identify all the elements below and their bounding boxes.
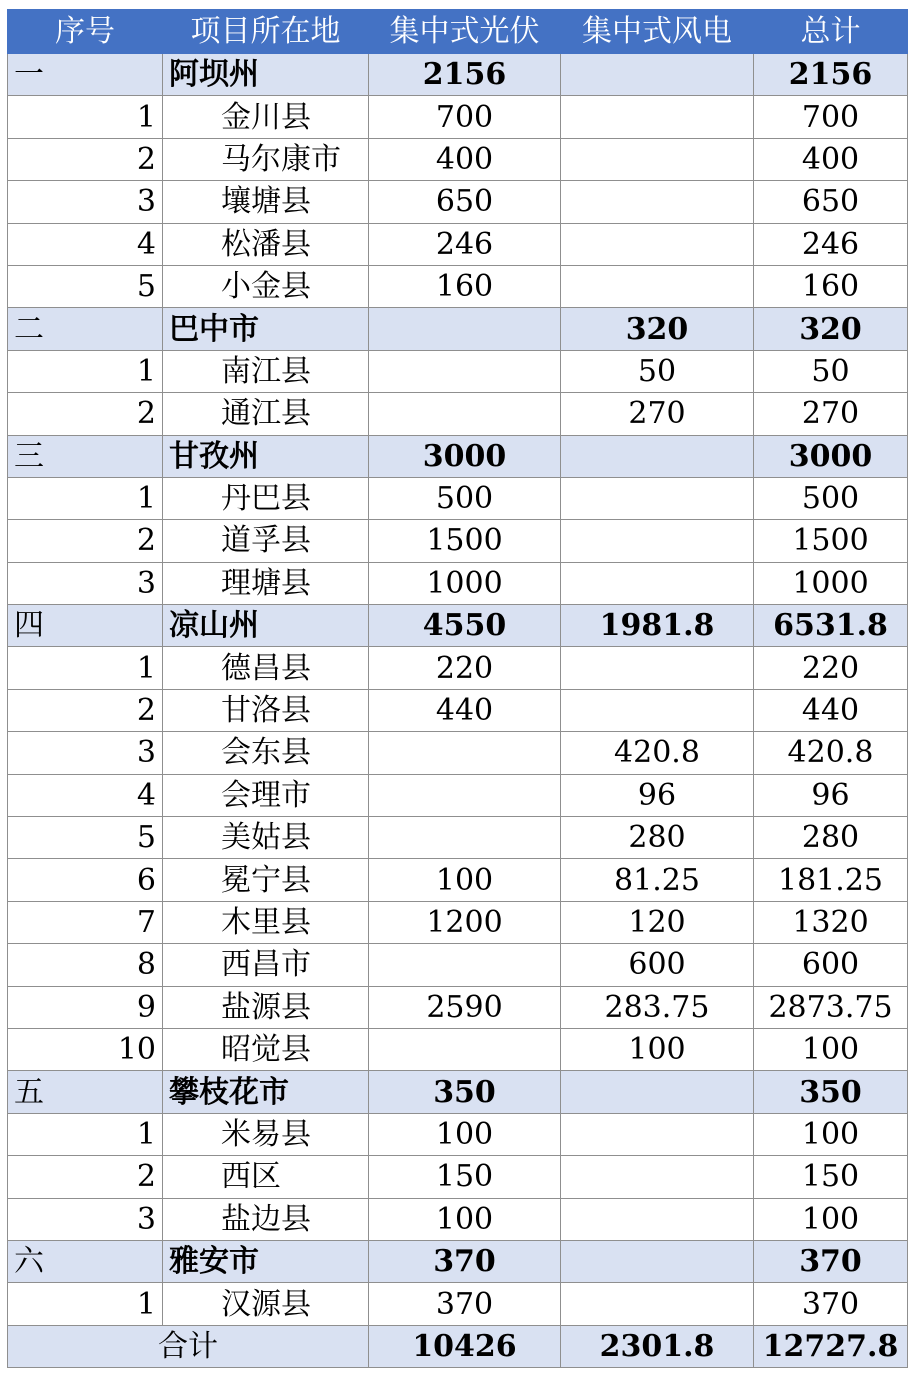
row-location: 巴中市 xyxy=(163,308,369,350)
grand-total-label: 合计 xyxy=(8,1325,369,1367)
row-wind-value: 120 xyxy=(561,901,754,943)
row-pv-value: 246 xyxy=(369,223,561,265)
row-location: 甘孜州 xyxy=(163,435,369,477)
row-seq: 1 xyxy=(8,647,163,689)
row-location: 盐源县 xyxy=(163,986,369,1028)
row-total-value: 420.8 xyxy=(754,732,908,774)
row-wind-value: 81.25 xyxy=(561,859,754,901)
row-wind-value xyxy=(561,1198,754,1240)
row-pv-value xyxy=(369,944,561,986)
row-pv-value: 2590 xyxy=(369,986,561,1028)
row-location: 德昌县 xyxy=(163,647,369,689)
row-wind-value xyxy=(561,1071,754,1113)
row-location: 冕宁县 xyxy=(163,859,369,901)
region-row xyxy=(8,308,908,350)
row-total-value: 6531.8 xyxy=(754,605,908,647)
row-total-value: 220 xyxy=(754,647,908,689)
row-seq: 6 xyxy=(8,859,163,901)
capacity-table xyxy=(7,9,908,1368)
row-total-value: 2156 xyxy=(754,54,908,96)
row-location: 通江县 xyxy=(163,393,369,435)
row-location: 金川县 xyxy=(163,96,369,138)
row-total-value: 320 xyxy=(754,308,908,350)
row-wind-value xyxy=(561,520,754,562)
row-total-value: 370 xyxy=(754,1283,908,1325)
row-wind-value xyxy=(561,562,754,604)
row-pv-value xyxy=(369,393,561,435)
row-wind-value xyxy=(561,1283,754,1325)
row-total-value: 650 xyxy=(754,181,908,223)
row-pv-value: 370 xyxy=(369,1240,561,1282)
county-row xyxy=(8,732,908,774)
header-row xyxy=(8,10,908,54)
row-wind-value xyxy=(561,96,754,138)
region-row xyxy=(8,435,908,477)
row-seq: 2 xyxy=(8,1156,163,1198)
row-pv-value: 1500 xyxy=(369,520,561,562)
county-row xyxy=(8,1198,908,1240)
county-row xyxy=(8,562,908,604)
row-wind-value xyxy=(561,138,754,180)
county-row xyxy=(8,181,908,223)
county-row xyxy=(8,265,908,307)
row-total-value: 350 xyxy=(754,1071,908,1113)
row-location: 丹巴县 xyxy=(163,477,369,519)
row-total-value: 160 xyxy=(754,265,908,307)
row-wind-value: 50 xyxy=(561,350,754,392)
row-total-value: 1500 xyxy=(754,520,908,562)
row-seq: 2 xyxy=(8,393,163,435)
row-pv-value: 1000 xyxy=(369,562,561,604)
row-pv-value xyxy=(369,350,561,392)
grand-total-wind: 2301.8 xyxy=(561,1325,754,1367)
row-location: 盐边县 xyxy=(163,1198,369,1240)
region-row xyxy=(8,605,908,647)
row-pv-value xyxy=(369,1028,561,1070)
row-wind-value: 420.8 xyxy=(561,732,754,774)
row-pv-value: 2156 xyxy=(369,54,561,96)
row-location: 松潘县 xyxy=(163,223,369,265)
row-total-value: 50 xyxy=(754,350,908,392)
row-pv-value: 400 xyxy=(369,138,561,180)
grand-total-sum: 12727.8 xyxy=(754,1325,908,1367)
row-pv-value: 500 xyxy=(369,477,561,519)
row-total-value: 246 xyxy=(754,223,908,265)
capacity-table-container xyxy=(7,9,908,1368)
row-seq: 1 xyxy=(8,1283,163,1325)
row-seq: 六 xyxy=(8,1240,163,1282)
row-wind-value: 100 xyxy=(561,1028,754,1070)
row-location: 雅安市 xyxy=(163,1240,369,1282)
row-total-value: 100 xyxy=(754,1028,908,1070)
row-seq: 3 xyxy=(8,1198,163,1240)
county-row xyxy=(8,223,908,265)
header-total: 总计 xyxy=(754,10,908,54)
row-total-value: 500 xyxy=(754,477,908,519)
row-wind-value xyxy=(561,647,754,689)
row-wind-value xyxy=(561,265,754,307)
row-location: 凉山州 xyxy=(163,605,369,647)
region-row xyxy=(8,1240,908,1282)
county-row xyxy=(8,1283,908,1325)
row-total-value: 100 xyxy=(754,1113,908,1155)
row-pv-value: 100 xyxy=(369,1113,561,1155)
row-location: 阿坝州 xyxy=(163,54,369,96)
header-seq: 序号 xyxy=(8,10,163,54)
row-seq: 2 xyxy=(8,138,163,180)
row-seq: 1 xyxy=(8,96,163,138)
row-location: 甘洛县 xyxy=(163,689,369,731)
row-wind-value: 283.75 xyxy=(561,986,754,1028)
county-row xyxy=(8,1156,908,1198)
row-total-value: 440 xyxy=(754,689,908,731)
row-seq: 5 xyxy=(8,817,163,859)
row-seq: 2 xyxy=(8,689,163,731)
row-seq: 10 xyxy=(8,1028,163,1070)
row-total-value: 2873.75 xyxy=(754,986,908,1028)
county-row xyxy=(8,986,908,1028)
row-pv-value xyxy=(369,817,561,859)
row-seq: 1 xyxy=(8,477,163,519)
row-location: 马尔康市 xyxy=(163,138,369,180)
row-pv-value: 160 xyxy=(369,265,561,307)
row-seq: 三 xyxy=(8,435,163,477)
row-total-value: 100 xyxy=(754,1198,908,1240)
county-row xyxy=(8,393,908,435)
county-row xyxy=(8,901,908,943)
row-pv-value xyxy=(369,308,561,350)
county-row xyxy=(8,477,908,519)
row-pv-value: 100 xyxy=(369,1198,561,1240)
header-location: 项目所在地 xyxy=(163,10,369,54)
row-pv-value: 650 xyxy=(369,181,561,223)
region-row xyxy=(8,54,908,96)
row-pv-value: 700 xyxy=(369,96,561,138)
row-seq: 3 xyxy=(8,562,163,604)
row-pv-value: 100 xyxy=(369,859,561,901)
county-row xyxy=(8,96,908,138)
county-row xyxy=(8,944,908,986)
row-location: 美姑县 xyxy=(163,817,369,859)
grand-total-row xyxy=(8,1325,908,1367)
row-seq: 3 xyxy=(8,181,163,223)
row-total-value: 400 xyxy=(754,138,908,180)
row-seq: 5 xyxy=(8,265,163,307)
row-total-value: 370 xyxy=(754,1240,908,1282)
row-seq: 二 xyxy=(8,308,163,350)
table-body xyxy=(8,54,908,1326)
row-wind-value xyxy=(561,435,754,477)
row-location: 会东县 xyxy=(163,732,369,774)
row-seq: 4 xyxy=(8,223,163,265)
row-wind-value: 1981.8 xyxy=(561,605,754,647)
row-seq: 四 xyxy=(8,605,163,647)
county-row xyxy=(8,774,908,816)
grand-total-pv: 10426 xyxy=(369,1325,561,1367)
row-wind-value: 600 xyxy=(561,944,754,986)
row-wind-value xyxy=(561,689,754,731)
row-seq: 五 xyxy=(8,1071,163,1113)
row-pv-value: 440 xyxy=(369,689,561,731)
county-row xyxy=(8,689,908,731)
row-location: 木里县 xyxy=(163,901,369,943)
row-location: 汉源县 xyxy=(163,1283,369,1325)
county-row xyxy=(8,350,908,392)
row-seq: 9 xyxy=(8,986,163,1028)
row-wind-value xyxy=(561,223,754,265)
row-pv-value: 220 xyxy=(369,647,561,689)
row-total-value: 181.25 xyxy=(754,859,908,901)
row-pv-value: 4550 xyxy=(369,605,561,647)
row-pv-value: 150 xyxy=(369,1156,561,1198)
row-total-value: 1320 xyxy=(754,901,908,943)
row-total-value: 600 xyxy=(754,944,908,986)
row-wind-value xyxy=(561,1113,754,1155)
row-total-value: 150 xyxy=(754,1156,908,1198)
header-pv: 集中式光伏 xyxy=(369,10,561,54)
row-location: 昭觉县 xyxy=(163,1028,369,1070)
row-pv-value: 350 xyxy=(369,1071,561,1113)
row-location: 西昌市 xyxy=(163,944,369,986)
row-seq: 1 xyxy=(8,1113,163,1155)
row-seq: 1 xyxy=(8,350,163,392)
county-row xyxy=(8,859,908,901)
row-location: 壤塘县 xyxy=(163,181,369,223)
row-seq: 3 xyxy=(8,732,163,774)
row-total-value: 3000 xyxy=(754,435,908,477)
row-wind-value: 280 xyxy=(561,817,754,859)
region-row xyxy=(8,1071,908,1113)
row-pv-value: 370 xyxy=(369,1283,561,1325)
row-seq: 2 xyxy=(8,520,163,562)
row-wind-value: 96 xyxy=(561,774,754,816)
row-wind-value xyxy=(561,54,754,96)
row-total-value: 700 xyxy=(754,96,908,138)
header-wind: 集中式风电 xyxy=(561,10,754,54)
row-seq: 一 xyxy=(8,54,163,96)
row-location: 攀枝花市 xyxy=(163,1071,369,1113)
row-pv-value: 1200 xyxy=(369,901,561,943)
county-row xyxy=(8,1028,908,1070)
row-seq: 8 xyxy=(8,944,163,986)
row-wind-value xyxy=(561,1156,754,1198)
row-location: 米易县 xyxy=(163,1113,369,1155)
row-seq: 7 xyxy=(8,901,163,943)
row-total-value: 1000 xyxy=(754,562,908,604)
row-location: 道孚县 xyxy=(163,520,369,562)
row-wind-value: 320 xyxy=(561,308,754,350)
row-wind-value xyxy=(561,181,754,223)
row-total-value: 280 xyxy=(754,817,908,859)
county-row xyxy=(8,817,908,859)
row-wind-value xyxy=(561,477,754,519)
row-wind-value xyxy=(561,1240,754,1282)
row-location: 南江县 xyxy=(163,350,369,392)
row-location: 理塘县 xyxy=(163,562,369,604)
row-wind-value: 270 xyxy=(561,393,754,435)
row-total-value: 96 xyxy=(754,774,908,816)
row-location: 会理市 xyxy=(163,774,369,816)
row-location: 小金县 xyxy=(163,265,369,307)
county-row xyxy=(8,1113,908,1155)
row-location: 西区 xyxy=(163,1156,369,1198)
row-pv-value xyxy=(369,732,561,774)
county-row xyxy=(8,647,908,689)
county-row xyxy=(8,520,908,562)
row-total-value: 270 xyxy=(754,393,908,435)
row-pv-value xyxy=(369,774,561,816)
county-row xyxy=(8,138,908,180)
row-seq: 4 xyxy=(8,774,163,816)
row-pv-value: 3000 xyxy=(369,435,561,477)
